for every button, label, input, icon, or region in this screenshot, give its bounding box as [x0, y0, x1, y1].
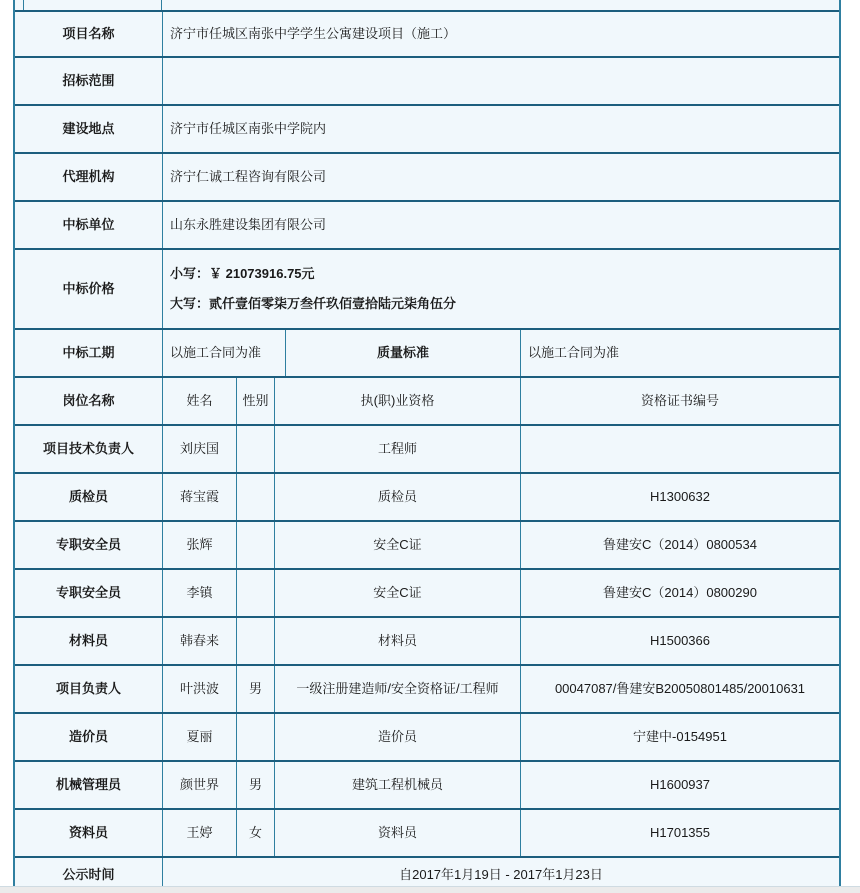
row-personnel-tech-lead	[15, 426, 839, 474]
row-project-name	[15, 12, 839, 58]
browser-bottom-edge	[0, 886, 860, 893]
header-position: 岗位名称	[15, 378, 163, 424]
row-value: 济宁市任城区南张中学院内	[170, 120, 327, 136]
qualification-cell: 资料员	[275, 810, 521, 856]
qualification-cell: 建筑工程机械员	[275, 762, 521, 808]
row-personnel-materials	[15, 618, 839, 666]
gender-cell	[237, 426, 275, 472]
position-cell: 项目技术负责人	[15, 426, 163, 472]
row-location	[15, 106, 839, 154]
qualification-cell: 安全C证	[275, 570, 521, 616]
certificate-cell: 宁建中-0154951	[633, 728, 727, 744]
row-personnel-project-lead	[15, 666, 839, 714]
header-gender: 性别	[237, 378, 275, 424]
name-cell: 刘庆国	[163, 426, 237, 472]
table-row-cutoff-top	[15, 0, 839, 12]
header-name: 姓名	[163, 378, 237, 424]
price-lowercase: 小写：￥ 21073916.75元	[170, 266, 315, 282]
gender-cell	[237, 474, 275, 520]
row-label: 建设地点	[15, 106, 163, 152]
gender-cell: 男	[237, 666, 275, 712]
gender-cell	[237, 618, 275, 664]
gender-cell: 女	[237, 810, 275, 856]
row-personnel-cost	[15, 714, 839, 762]
cutoff-cell	[24, 0, 162, 10]
row-value	[163, 250, 839, 328]
position-cell: 专职安全员	[15, 570, 163, 616]
position-cell: 项目负责人	[15, 666, 163, 712]
row-value: 山东永胜建设集团有限公司	[170, 216, 327, 232]
certificate-cell: H1701355	[650, 824, 710, 840]
row-value: 济宁市任城区南张中学学生公寓建设项目（施工）	[170, 25, 457, 41]
row-value: 济宁仁诚工程咨询有限公司	[170, 168, 327, 184]
price-uppercase: 大写：贰仟壹佰零柒万叁仟玖佰壹拾陆元柒角伍分	[170, 295, 457, 311]
certificate-cell: 00047087/鲁建安B20050801485/20010631	[554, 680, 806, 696]
header-certificate: 资格证书编号	[640, 392, 719, 408]
row-label: 中标工期	[15, 330, 163, 376]
qualification-cell: 一级注册建造师/安全资格证/工程师	[275, 666, 521, 712]
name-cell: 夏丽	[163, 714, 237, 760]
row-duration	[15, 330, 839, 378]
row-personnel-documents	[15, 810, 839, 858]
gender-cell	[237, 714, 275, 760]
duration-value: 以施工合同为准	[163, 330, 286, 376]
cutoff-cell	[15, 0, 24, 10]
name-cell: 叶洪波	[163, 666, 237, 712]
row-value: 自2017年1月19日 - 2017年1月23日	[399, 867, 603, 883]
gender-cell	[237, 570, 275, 616]
certificate-cell: H1600937	[650, 776, 710, 792]
name-cell: 王婷	[163, 810, 237, 856]
row-label: 公示时间	[15, 858, 163, 893]
name-cell: 蒋宝霞	[163, 474, 237, 520]
certificate-cell: H1500366	[650, 632, 710, 648]
row-personnel-machinery	[15, 762, 839, 810]
row-label: 项目名称	[15, 12, 163, 56]
qualification-cell: 材料员	[275, 618, 521, 664]
row-label: 中标价格	[15, 250, 163, 328]
row-agency	[15, 154, 839, 202]
row-value	[163, 58, 839, 104]
name-cell: 张辉	[163, 522, 237, 568]
qualification-cell: 工程师	[275, 426, 521, 472]
qualification-cell: 安全C证	[275, 522, 521, 568]
certificate-cell: 鲁建安C（2014）0800534	[603, 536, 757, 552]
row-label: 招标范围	[15, 58, 163, 104]
row-label: 代理机构	[15, 154, 163, 200]
position-cell: 资料员	[15, 810, 163, 856]
row-personnel-safety-1	[15, 522, 839, 570]
name-cell: 颜世界	[163, 762, 237, 808]
row-winning-bidder	[15, 202, 839, 250]
gender-cell	[237, 522, 275, 568]
qualification-cell: 质检员	[275, 474, 521, 520]
quality-standard-label: 质量标准	[286, 330, 521, 376]
position-cell: 机械管理员	[15, 762, 163, 808]
position-cell: 专职安全员	[15, 522, 163, 568]
position-cell: 材料员	[15, 618, 163, 664]
name-cell: 李镇	[163, 570, 237, 616]
position-cell: 造价员	[15, 714, 163, 760]
gender-cell: 男	[237, 762, 275, 808]
bid-result-table	[13, 0, 841, 893]
row-personnel-qc	[15, 474, 839, 522]
row-winning-price	[15, 250, 839, 330]
certificate-cell: 鲁建安C（2014）0800290	[603, 584, 757, 600]
certificate-cell	[521, 426, 839, 472]
header-qualification: 执(职)业资格	[275, 378, 521, 424]
certificate-cell: H1300632	[650, 488, 710, 504]
row-personnel-header	[15, 378, 839, 426]
qualification-cell: 造价员	[275, 714, 521, 760]
row-personnel-safety-2	[15, 570, 839, 618]
row-bidding-scope	[15, 58, 839, 106]
quality-standard-value: 以施工合同为准	[528, 344, 620, 360]
row-label: 中标单位	[15, 202, 163, 248]
name-cell: 韩春来	[163, 618, 237, 664]
position-cell: 质检员	[15, 474, 163, 520]
cutoff-cell	[162, 0, 839, 10]
